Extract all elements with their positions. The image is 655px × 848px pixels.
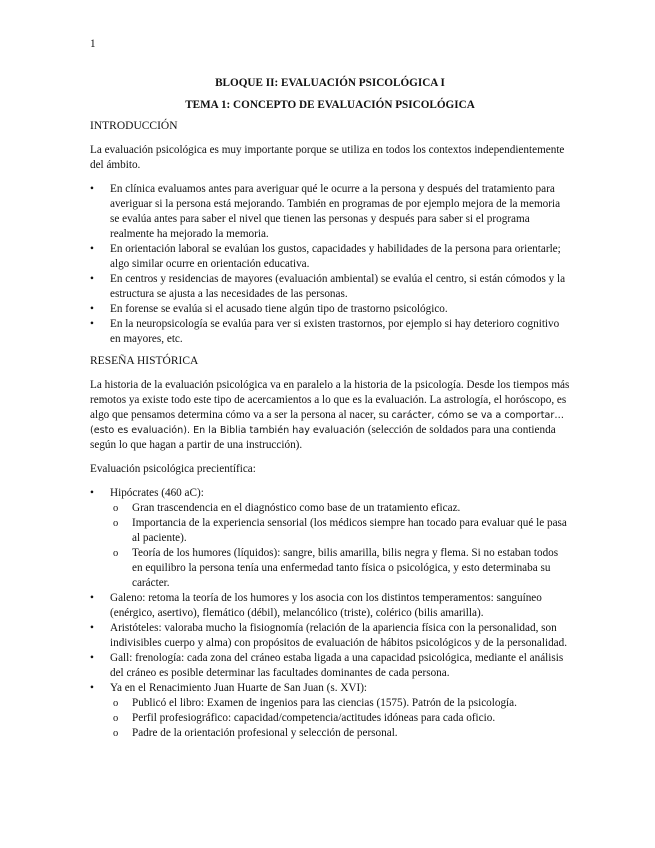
sub-list-item: o Gran trascendencia en el diagnóstico como base de un tratamiento eficaz.	[110, 501, 570, 516]
list-item: • En clínica evaluamos antes para averiguar qué le ocurre a la persona y después del tratamiento para averiguar si la persona está mejorando. También en programas de por ejemplo mejora de la memoria se evalúa antes para saber el nivel que tienen las personas y después para saber si el programa realmente ha mejorado la memoria.	[90, 182, 570, 242]
history-text-part1: La historia de la evaluación psicológica va en paralelo a la historia de la psicología. Desde los tiempos más remotos ya existe todo este tipo de acercamientos a lo que es la evaluación. La astrología, el horóscopo, es algo que pensamos determina cómo va a ser la persona al nacer, su	[90, 379, 570, 421]
hipocrates-sublist	[110, 501, 570, 591]
history-heading: RESEÑA HISTÓRICA	[90, 355, 199, 367]
sub-list-item: o Padre de la orientación profesional y selección de personal.	[110, 726, 570, 741]
list-item-hipocrates	[90, 486, 570, 591]
sub-list-item: o Teoría de los humores (líquidos): sangre, bilis amarilla, bilis negra y flema. Si no estaban todos en equilibro la persona tenía una enfermedad tanto física o psicológica, y esto determinaba su carácter.	[110, 546, 570, 591]
document-body	[90, 76, 570, 741]
huarte-sublist	[110, 696, 570, 741]
intro-heading: INTRODUCCIÓN	[90, 120, 178, 132]
topic-title: TEMA 1: CONCEPTO DE EVALUACIÓN PSICOLÓGICA	[185, 99, 475, 111]
sub-list-item: o Publicó el libro: Examen de ingenios para las ciencias (1575). Patrón de la psicología.	[110, 696, 570, 711]
intro-bullet-list	[90, 182, 570, 347]
hipocrates-label: Hipócrates (460 aC):	[110, 487, 204, 499]
list-item: • En forense se evalúa si el acusado tiene algún tipo de trastorno psicológico.	[90, 302, 570, 317]
history-text-part3: (selección de soldados para una contienda según lo que hagan a partir de una instrucción).	[90, 424, 556, 451]
list-item-galeno: • Galeno: retoma la teoría de los humores y los asocia con los distintos temperamentos: sanguíneo (enérgico, asertivo), flemático (débil), melancólico (triste), colérico (bilis amarilla).	[90, 591, 570, 621]
history-bullet-list	[90, 486, 570, 741]
list-item-gall: • Gall: frenología: cada zona del cráneo estaba ligada a una capacidad psicológica, mediante el análisis del cráneo es posible determinar las facultades dominantes de cada persona.	[90, 651, 570, 681]
sub-list-item: o Importancia de la experiencia sensorial (los médicos siempre han tocado para evaluar qué le pasa al paciente).	[110, 516, 570, 546]
list-item: • En la neuropsicología se evalúa para ver si existen trastornos, por ejemplo si hay deterioro cognitivo en mayores, etc.	[90, 317, 570, 347]
intro-paragraph: La evaluación psicológica es muy importante porque se utiliza en todos los contextos independientemente del ámbito.	[90, 144, 565, 171]
prescientific-label: Evaluación psicológica precientífica:	[90, 463, 256, 475]
history-text-part2: carácter, cómo se va a comportar… (esto es evaluación). En la Biblia también hay evaluación	[90, 410, 564, 436]
page-number: 1	[90, 38, 96, 50]
list-item-aristoteles: • Aristóteles: valoraba mucho la fisiognomía (relación de la apariencia física con la personalidad, son indivisibles cuerpo y alma) con propósitos de evaluación de hábitos psicológicos y de la personalidad.	[90, 621, 570, 651]
block-title: BLOQUE II: EVALUACIÓN PSICOLÓGICA I	[215, 77, 445, 89]
list-item: • En centros y residencias de mayores (evaluación ambiental) se evalúa el centro, si están cómodos y la estructura se ajusta a las necesidades de las personas.	[90, 272, 570, 302]
list-item-huarte	[90, 681, 570, 741]
sub-list-item: o Perfil profesiográfico: capacidad/competencia/actitudes idóneas para cada oficio.	[110, 711, 570, 726]
huarte-label: Ya en el Renacimiento Juan Huarte de San Juan (s. XVI):	[110, 682, 368, 694]
list-item: • En orientación laboral se evalúan los gustos, capacidades y habilidades de la persona para orientarle; algo similar ocurre en orientación educativa.	[90, 242, 570, 272]
history-paragraph	[90, 378, 570, 453]
